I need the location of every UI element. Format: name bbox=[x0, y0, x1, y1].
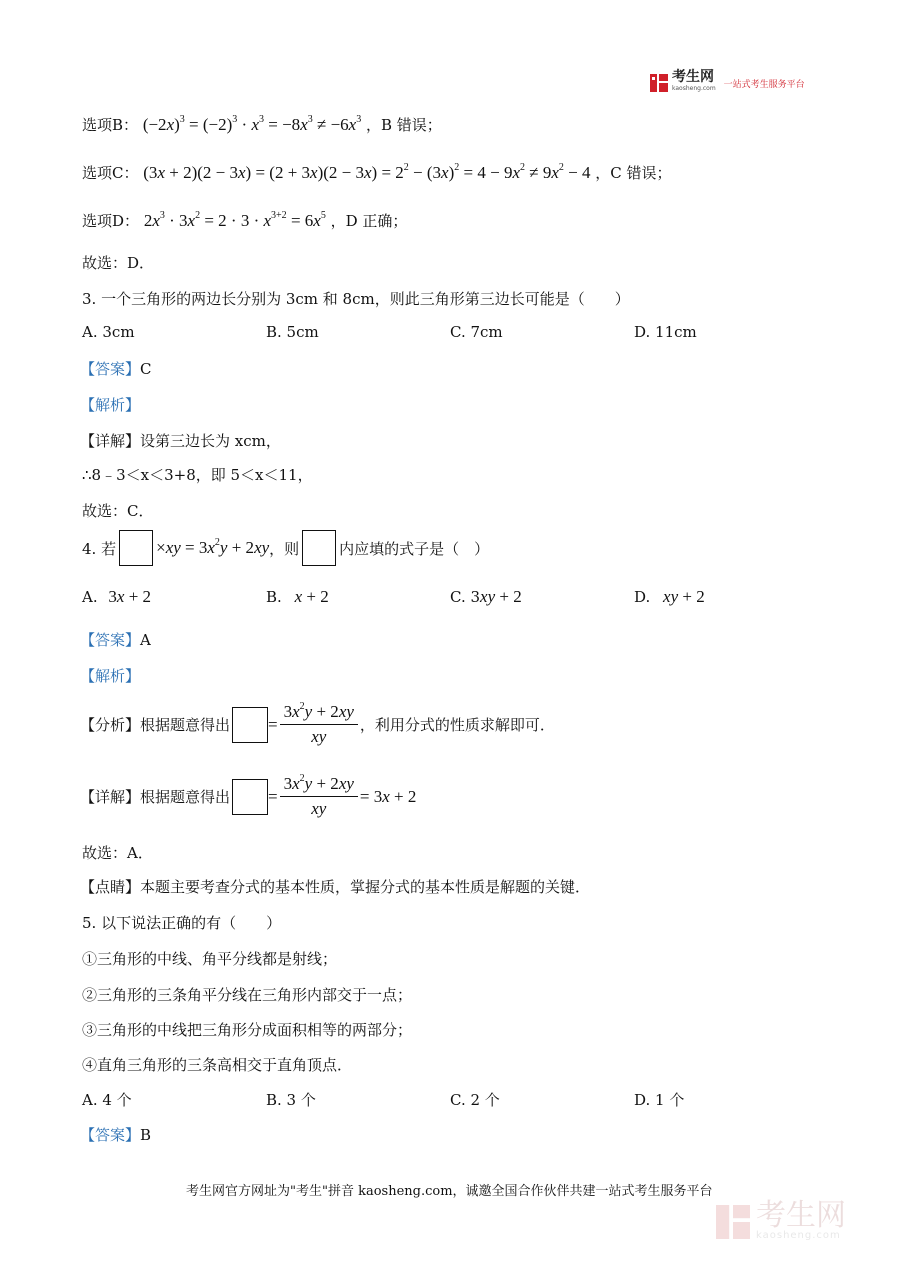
q4-blank-box bbox=[119, 530, 153, 566]
q2-c-formula: $(3x + 2)(2 - 3x) = (2 + 3x)(2 - 3x) = 2^2 - (3x)^2 = 4 - 9x^2 \ne 9x^2 - 4$ bbox=[143, 162, 591, 182]
q4-option-a: A. 3x + 2 bbox=[82, 587, 152, 606]
q4-stem: 4. 若 $\times xy = 3x^2y + 2xy$ ，则 内应填的式子是（ ） bbox=[82, 530, 489, 566]
q3-option-d: D. 11cm bbox=[634, 323, 697, 341]
q2-b-formula: $(-2x)^3 = (-2)^3 \cdot x^3 = -8x^3 \ne -6x^3$ bbox=[142, 114, 362, 134]
q3-option-a: A. 3cm bbox=[82, 323, 135, 341]
q4-fenxi-fraction: $\frac{3x^2y + 2xy}{xy}$ bbox=[280, 702, 358, 747]
watermark-text: 考生网 bbox=[756, 1198, 846, 1233]
q4-detail-box bbox=[232, 779, 268, 815]
q4-equation: $\times xy = 3x^2y + 2xy$ bbox=[156, 537, 270, 557]
q4-detail: 【详解】 根据题意得出 = $\frac{3x^2y + 2xy}{xy}$ = 3x + 2 bbox=[80, 773, 417, 818]
logo-slogan: 一站式考生服务平台 bbox=[723, 79, 805, 90]
q5-answer: 【答案】B bbox=[80, 1126, 152, 1144]
logo-icon bbox=[650, 74, 668, 92]
q3-option-c: C. 7cm bbox=[450, 323, 503, 341]
q4-fenxi-box bbox=[232, 707, 268, 743]
logo-domain: kaosheng.com bbox=[672, 85, 716, 92]
q3-analysis-tag: 【解析】 bbox=[80, 396, 141, 414]
q5-option-b: B. 3 个 bbox=[266, 1091, 316, 1109]
q5-statement-4: ④直角三角形的三条高相交于直角顶点． bbox=[82, 1056, 353, 1074]
q5-statement-1: ①三角形的中线、角平分线都是射线； bbox=[82, 950, 338, 968]
q3-stem: 3. 一个三角形的两边长分别为 3cm 和 8cm，则此三角形第三边长可能是（ ） bbox=[82, 290, 630, 308]
watermark-icon bbox=[716, 1205, 750, 1239]
watermark bbox=[716, 1198, 846, 1241]
q5-statement-3: ③三角形的中线把三角形分成面积相等的两部分； bbox=[82, 1021, 413, 1039]
q5-stem: 5. 以下说法正确的有（ ） bbox=[82, 914, 282, 932]
q2-option-d: 选项D： $2x^3 \cdot 3x^2 = 2 \cdot 3 \cdot x^{3+2} = 6x^5$ ，D 正确； bbox=[82, 210, 408, 230]
header-logo bbox=[650, 69, 805, 94]
q2-option-b: 选项B： $(-2x)^3 = (-2)^3 \cdot x^3 = -8x^3 \ne -6x^3$ ，B 错误； bbox=[82, 114, 442, 134]
q4-fenxi: 【分析】 根据题意得出 = $\frac{3x^2y + 2xy}{xy}$ ，利用分式的性质求解即可． bbox=[80, 701, 555, 746]
q3-option-b: B. 5cm bbox=[266, 323, 319, 341]
footer-text: 考生网官方网址为"考生"拼音 kaosheng.com，诚邀全国合作伙伴共建一站式考生服务平台 bbox=[186, 1184, 713, 1199]
q3-conclusion: 故选：C． bbox=[82, 502, 154, 520]
q5-option-d: D. 1 个 bbox=[634, 1091, 685, 1109]
q4-option-d: D. xy + 2 bbox=[634, 587, 705, 606]
q4-answer: 【答案】A bbox=[80, 631, 151, 649]
watermark-domain: kaosheng.com bbox=[756, 1230, 841, 1241]
q4-detail-fraction: $\frac{3x^2y + 2xy}{xy}$ bbox=[280, 774, 358, 819]
q5-option-a: A. 4 个 bbox=[82, 1091, 132, 1109]
q5-option-c: C. 2 个 bbox=[450, 1091, 500, 1109]
q2-conclusion: 故选：D． bbox=[82, 254, 155, 272]
q2-option-c: 选项C： $(3x + 2)(2 - 3x) = (2 + 3x)(2 - 3x) = 2^2 - (3x)^2 = 4 - 9x^2 \ne 9x^2 - 4$ ，C 错误； bbox=[82, 162, 672, 182]
q5-statement-2: ②三角形的三条角平分线在三角形内部交于一点； bbox=[82, 986, 413, 1004]
logo-name: 考生网 kaosheng.com bbox=[672, 71, 716, 95]
q4-analysis-tag: 【解析】 bbox=[80, 667, 141, 685]
q4-blank-box-2 bbox=[302, 530, 336, 566]
q3-detail: 【详解】设第三边长为 xcm， bbox=[80, 432, 281, 450]
q4-option-c: C. 3xy + 2 bbox=[450, 587, 522, 606]
q4-option-b: B. x + 2 bbox=[266, 587, 329, 606]
q2-d-formula: $2x^3 \cdot 3x^2 = 2 \cdot 3 \cdot x^{3+2} = 6x^5$ bbox=[143, 210, 326, 230]
q3-answer: 【答案】C bbox=[80, 360, 152, 378]
q4-conclusion: 故选：A． bbox=[82, 844, 153, 862]
q4-dianjing: 【点睛】本题主要考查分式的基本性质，掌握分式的基本性质是解题的关键． bbox=[80, 878, 591, 896]
q3-inequality: ∴8﹣3＜x＜3+8，即 5＜x＜11， bbox=[82, 466, 313, 484]
